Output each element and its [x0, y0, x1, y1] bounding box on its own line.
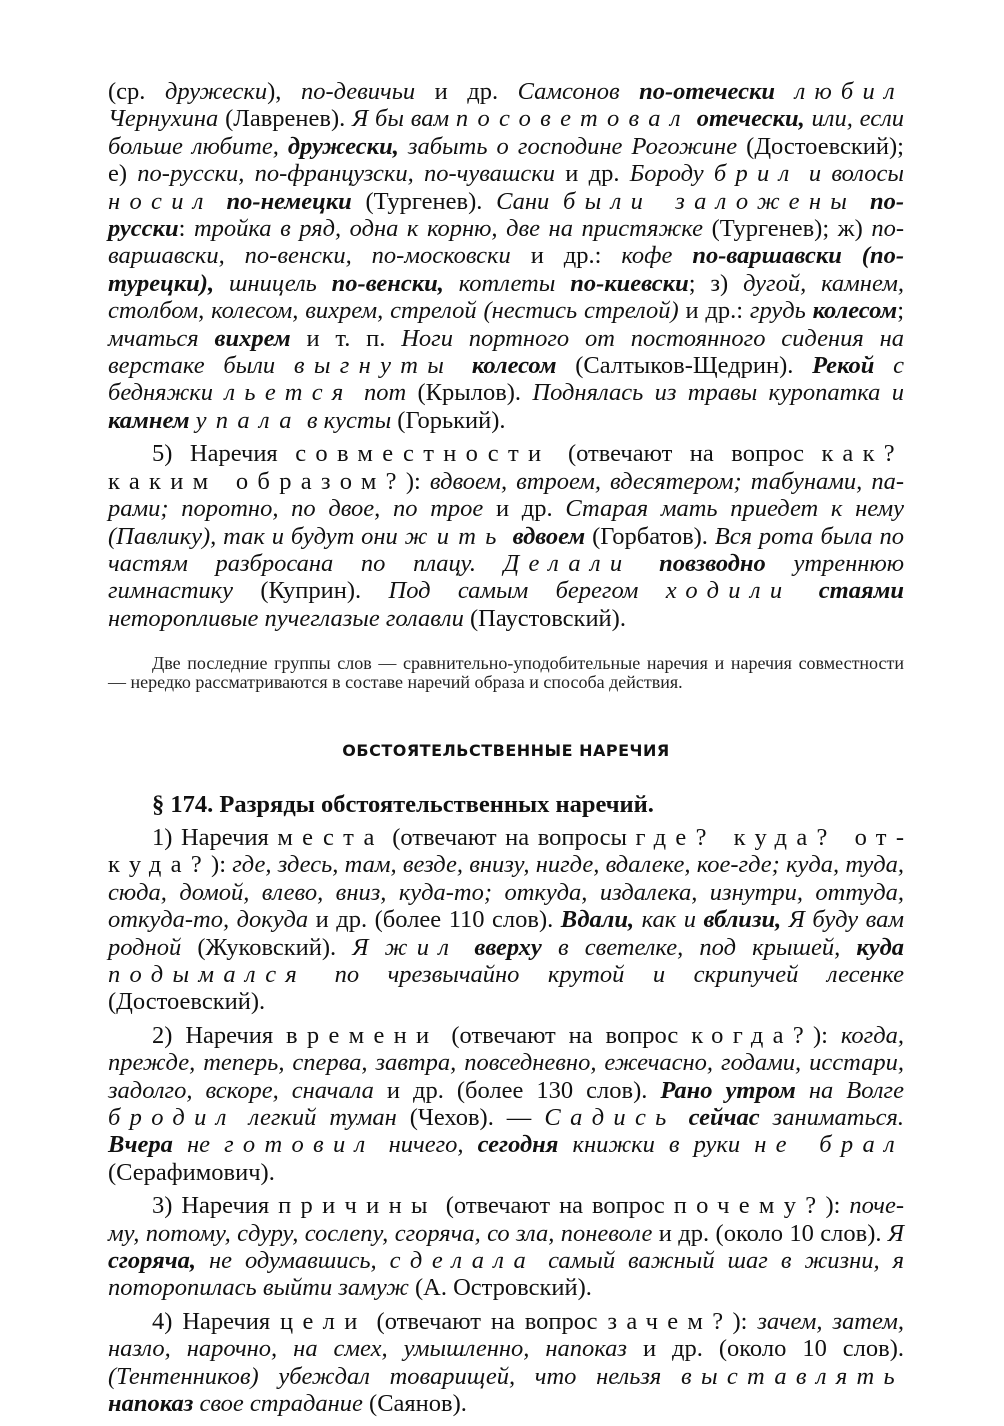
text-run: (Куприн). — [233, 577, 389, 605]
text-run: пот — [352, 379, 407, 407]
text-run: Вдали, — [560, 906, 635, 934]
text-run: забыть о господине Рогожине — [398, 132, 738, 160]
text-run: не — [172, 1131, 225, 1159]
text-run: шницель — [214, 269, 332, 297]
text-run: были заложены — [563, 187, 857, 215]
text-run: и др. (около 10 слов). — [652, 1219, 888, 1247]
text-run: по-русски — [108, 187, 905, 243]
text-run: по-немецки — [226, 187, 352, 215]
text-run: сегодня — [477, 1131, 559, 1159]
paragraph-adverbs-of-place — [108, 824, 904, 1016]
text-run: места — [277, 823, 384, 851]
text-run: Я бы вам — [352, 105, 456, 133]
text-run: по-девичьи — [300, 78, 416, 105]
text-run: 2) Наречия — [152, 1021, 287, 1049]
paragraph-comparative-adverbs — [108, 78, 904, 434]
text-run: по-русски, по-французски, по-чувашски — [137, 160, 556, 188]
text-run: сгоряча, — [108, 1247, 196, 1275]
text-run: зачем, затем, назло, нарочно, на смех, умышленно, напоказ — [108, 1307, 904, 1363]
text-run: ): — [211, 851, 233, 879]
paragraph-adverbs-of-purpose — [108, 1308, 904, 1418]
text-run: (Саянов). — [362, 1390, 467, 1418]
text-run: Вся рота была по частям разбросана по плацу. — [108, 522, 904, 577]
text-run: колесом — [812, 297, 898, 325]
text-run: льется — [224, 379, 353, 407]
text-run: (Лавренев). — [218, 105, 353, 133]
text-run: повзводно — [659, 549, 766, 577]
text-run: заниматься. — [759, 1104, 904, 1131]
text-run: почему? — [673, 1192, 826, 1220]
text-run: в кусты — [300, 406, 392, 434]
text-run: напоказ — [108, 1390, 194, 1418]
text-run: Я — [887, 1219, 904, 1247]
text-run: (отвечают на вопрос — [550, 440, 822, 468]
text-run: Самсонов — [517, 78, 640, 105]
paragraph-adverbs-of-joint-action — [108, 440, 904, 632]
text-run: Ноги портного от постоянного сидения на верстаке были — [108, 324, 904, 380]
text-run: брил — [713, 160, 799, 188]
text-run: колесом — [471, 352, 557, 380]
text-run: по-киевски — [570, 269, 689, 297]
text-run: носил — [108, 187, 213, 215]
paragraph-heading: § 174. Разряды обстоятельственных наречий. — [152, 790, 654, 818]
text-run: Рекой — [812, 352, 875, 380]
text-run: с бедняжки — [108, 352, 905, 407]
text-run: (Горбатов). — [585, 522, 715, 550]
text-run: и т. п. — [290, 324, 402, 352]
text-run: (Чехов). — — [396, 1104, 545, 1131]
text-run: (отвечают на вопрос — [438, 1021, 692, 1049]
text-run: времени — [286, 1021, 439, 1049]
text-run: готовил — [224, 1131, 375, 1159]
text-run: по-варшавски, по-венски, по-московски — [108, 215, 905, 270]
text-run: (отвечают на вопросы — [383, 823, 636, 851]
text-run: и др.: — [510, 242, 622, 270]
text-run: Вчера — [108, 1131, 173, 1159]
text-run: по чрезвычайно крутой и скрипучей лесенке — [306, 960, 904, 988]
text-run — [458, 934, 474, 961]
text-run: (Жуковский). — [181, 933, 353, 961]
text-run: самый важный шаг в жизни, я поторопилась выйти замуж — [108, 1247, 904, 1302]
text-run: или, если больше любите, — [108, 105, 905, 160]
text-run: Я буду вам родной — [108, 906, 904, 961]
text-run — [791, 577, 818, 604]
text-run: тройка в ряд, одна к корню, две на пристяжке — [193, 215, 704, 243]
text-run: вдвоем, втроем, вдесятером; табунами, парами; поротно, по двое, по трое — [108, 467, 904, 523]
text-run: совместности — [295, 440, 551, 468]
text-run: цели — [280, 1307, 367, 1335]
text-run: жил — [384, 933, 459, 961]
text-run: стаями — [818, 577, 905, 605]
text-run: Сани — [496, 187, 564, 215]
text-run: почему, потому, сдуру, сослепу, сгоряча, со зла, поневоле — [108, 1192, 904, 1247]
text-run: Под самым берегом — [388, 577, 666, 605]
text-run: жить — [404, 522, 506, 550]
text-run: (Достоевский); е) — [108, 132, 904, 188]
text-run: по-венски, — [331, 269, 444, 297]
text-run: (Достоевский). — [108, 988, 266, 1016]
text-run: неторопливые пучеглазые голавли — [108, 604, 464, 632]
text-run: Я — [352, 933, 385, 961]
text-run: 5) Наречия — [152, 440, 296, 468]
text-run: (Тургенев); ж) — [703, 215, 872, 243]
text-run: зачем? — [607, 1307, 733, 1335]
text-run: (Тентенников) убеждал товарищей, что нельзя — [108, 1362, 681, 1390]
text-run: Рано утром — [660, 1076, 796, 1104]
text-run: по-варшавски (по-турецки), — [108, 242, 904, 297]
text-run — [676, 1104, 689, 1131]
text-run: (Крылов). — [406, 379, 533, 407]
text-run: где, здесь, там, везде, внизу, нигде, вдалеке, кое-где; куда, туда, сюда, домой, влево, вниз, куда-то; откуда, издалека, изнутри, оттуда, откуда-то, докуда — [108, 851, 904, 934]
text-run: на Волге — [795, 1076, 904, 1104]
text-run: ): — [405, 467, 430, 495]
text-run: (отвечают на вопрос — [436, 1192, 674, 1220]
text-run: и др. (около 10 слов). — [626, 1335, 904, 1363]
text-run: (Паустовский). — [463, 604, 626, 632]
text-run: ): — [732, 1307, 758, 1335]
text-run: не одумавшись, — [195, 1247, 390, 1275]
text-run: выгнуты — [293, 352, 454, 380]
text-run: книжки в руки — [558, 1131, 755, 1159]
text-run: свое страдание — [193, 1390, 363, 1418]
text-run: ничего, — [374, 1131, 478, 1159]
text-run: и др.: — [678, 297, 750, 325]
text-run: отечески, — [696, 105, 805, 133]
text-run: вдвоем — [512, 522, 586, 550]
text-run: ; з) — [688, 269, 744, 297]
page — [108, 78, 904, 1417]
text-run: как? каким образом? — [108, 440, 904, 495]
text-run: посоветовал — [455, 105, 690, 133]
paragraph-adverbs-of-time — [108, 1022, 904, 1186]
text-run: камнем — [108, 406, 190, 434]
text-run: когда? — [691, 1021, 814, 1049]
text-run: (Серафимович). — [108, 1158, 275, 1186]
text-run: сделала — [389, 1247, 536, 1275]
section-title: ОБСТОЯТЕЛЬСТВЕННЫЕ НАРЕЧИЯ — [342, 741, 670, 761]
text-run: и др. — [555, 160, 630, 188]
text-run: не брал — [754, 1131, 904, 1159]
footnote-remark: Две последние группы слов — сравнительно-уподобительные наречия и наречия совместности — нередко рассматриваются в составе наречий образа и способа действия. — [108, 653, 904, 692]
text-run: и др. (более 130 слов). — [373, 1076, 661, 1104]
text-run: где? куда? откуда? — [108, 823, 904, 879]
text-run: (Салтыков-Щедрин). — [556, 352, 813, 380]
text-run — [213, 188, 227, 215]
text-run: кофе — [621, 242, 693, 270]
text-run: Старая мать приедет к нему (Павлику), так и будут они — [108, 495, 905, 550]
text-run: мчаться — [108, 324, 215, 352]
paragraph-adverbs-of-cause — [108, 1192, 904, 1302]
text-run: котлеты — [443, 269, 571, 297]
text-run: и др. (более 110 слов). — [308, 906, 561, 934]
text-run: Делали — [503, 549, 632, 577]
text-run: ходили — [665, 577, 792, 605]
text-run: бродил — [108, 1104, 236, 1131]
text-run: Поднялась из травы куропатка и — [532, 379, 904, 407]
text-run: дружески, — [287, 132, 399, 160]
text-run: как и — [634, 906, 704, 934]
text-run: (А. Островский). — [408, 1274, 592, 1302]
text-run: 1) Наречия — [152, 823, 278, 851]
text-run — [690, 105, 697, 132]
text-run — [775, 78, 795, 105]
text-run: и волосы — [798, 160, 905, 188]
text-run: вблизи, — [703, 906, 782, 934]
text-run: по-отечески — [639, 78, 776, 105]
text-run: упала — [195, 406, 301, 434]
text-run: дугой, камнем, столбом, колесом, вихрем, стрелой (нестись стрелой) — [108, 269, 904, 325]
text-run: сейчас — [688, 1104, 760, 1131]
text-run: причины — [278, 1192, 437, 1220]
text-run: когда, прежде, теперь, сперва, завтра, повседневно, ежечасно, годами, исстари, задолго, вскоре, сначала — [108, 1021, 904, 1104]
text-run: вверху — [474, 933, 542, 961]
text-run: утреннюю гимнастику — [108, 549, 905, 605]
text-run: Чернухина — [108, 105, 219, 133]
text-run: куда — [856, 933, 904, 961]
text-run: Бороду — [629, 160, 714, 188]
text-run: вихрем — [214, 324, 291, 352]
text-run: и др. — [483, 495, 566, 523]
text-run: (отвечают на вопрос — [366, 1307, 608, 1335]
text-run: (Тургенев). — [351, 187, 497, 215]
text-run — [632, 550, 660, 577]
text-run: ; — [897, 297, 904, 325]
text-run: Садись — [544, 1104, 676, 1131]
text-run: : — [178, 215, 194, 243]
text-run: легкий туман — [235, 1104, 397, 1131]
text-run: ): — [813, 1021, 841, 1049]
text-run: 3) Наречия — [152, 1192, 279, 1220]
text-run: ): — [825, 1192, 850, 1220]
text-run: в светелке, под крышей, — [541, 933, 857, 961]
text-run: выставлять — [681, 1362, 904, 1390]
text-run: подымался — [108, 960, 307, 988]
text-run: любил — [794, 78, 905, 105]
text-run: дружески — [164, 78, 268, 105]
text-run: ), — [267, 78, 301, 105]
text-run: (ср. — [108, 78, 165, 105]
text-run: грудь — [749, 297, 813, 325]
text-run: 4) Наречия — [152, 1307, 281, 1335]
text-run — [856, 188, 870, 215]
text-run — [506, 523, 513, 550]
text-run: и др. — [415, 78, 518, 105]
text-run: (Горький). — [391, 406, 506, 434]
text-run — [453, 352, 472, 379]
